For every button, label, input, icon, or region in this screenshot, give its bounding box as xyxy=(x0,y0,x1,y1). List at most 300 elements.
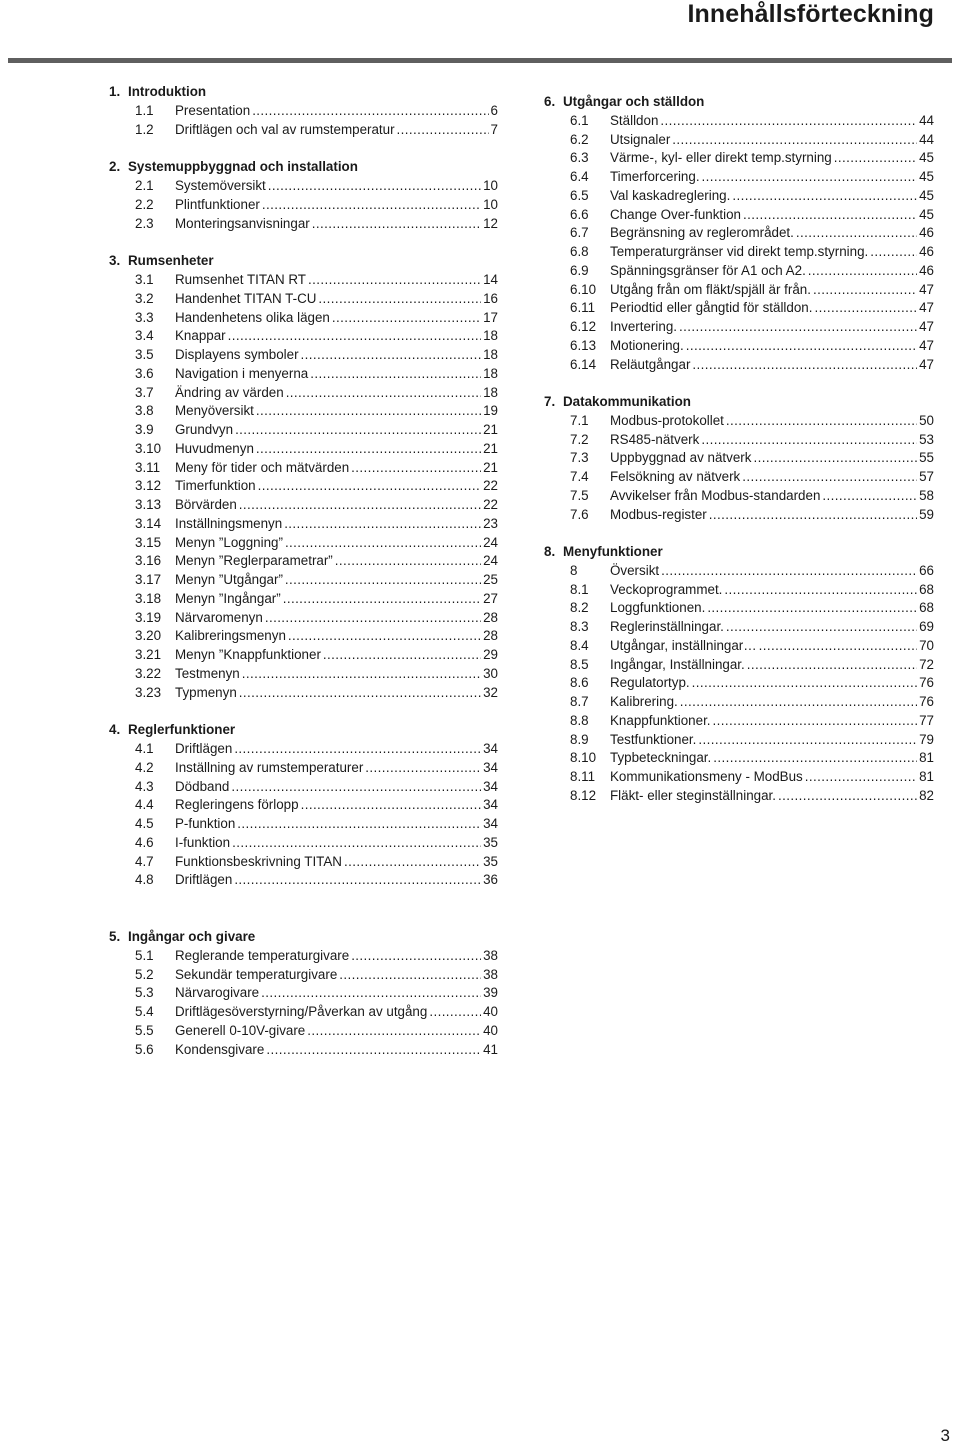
entry-title: Ingångar, Inställningar. xyxy=(610,656,745,672)
toc-entry[interactable] xyxy=(544,187,934,206)
dot-leader xyxy=(698,731,917,750)
entry-title: Veckoprogrammet. xyxy=(610,581,723,597)
entry-page: 45 xyxy=(919,187,934,203)
toc-entry[interactable] xyxy=(544,599,934,618)
dot-leader xyxy=(660,112,917,131)
entry-number: 8.7 xyxy=(570,694,589,709)
dot-leader xyxy=(778,787,917,806)
entry-title: Utgångar, inställningar… xyxy=(610,637,757,653)
toc-entry[interactable] xyxy=(109,609,498,628)
entry-title: Menyn ”Knappfunktioner xyxy=(175,647,321,662)
toc-entry[interactable] xyxy=(544,243,934,262)
toc-entry[interactable] xyxy=(544,224,934,243)
entry-title: Knappar xyxy=(175,328,226,344)
toc-entry[interactable] xyxy=(109,571,498,590)
toc-section xyxy=(109,721,498,890)
toc-entry[interactable] xyxy=(109,646,498,665)
dot-leader xyxy=(672,131,917,150)
section-heading[interactable] xyxy=(109,252,498,271)
entry-title: Menyn ”Ingångar” xyxy=(175,590,281,606)
entry-title: Handenhetens olika lägen xyxy=(175,309,330,325)
entry-number: 6.14 xyxy=(570,356,597,372)
section-title: Datakommunikation xyxy=(563,394,691,409)
toc-entry[interactable] xyxy=(544,731,934,750)
toc-entry[interactable] xyxy=(109,984,498,1003)
entry-number: 3.11 xyxy=(135,459,161,475)
entry-title: Menyn ”Utgångar” xyxy=(175,572,283,587)
entry-title: Typmenyn xyxy=(175,684,237,700)
toc-entry[interactable] xyxy=(544,112,934,131)
entry-number: 8.6 xyxy=(570,675,589,691)
section-heading[interactable] xyxy=(544,393,934,412)
dot-leader xyxy=(258,477,481,496)
toc-entry[interactable] xyxy=(109,496,498,515)
dot-leader xyxy=(692,356,917,375)
toc-entry[interactable] xyxy=(109,102,498,121)
entry-title: Utgång från om fläkt/spjäll är från. xyxy=(610,281,811,297)
dot-leader xyxy=(743,206,917,225)
entry-number: 3.5 xyxy=(135,347,154,362)
entry-title: Dödband xyxy=(175,778,230,794)
entry-title: Reläutgångar xyxy=(610,356,691,372)
toc-entry[interactable] xyxy=(109,627,498,646)
entry-title: Displayens symboler xyxy=(175,347,299,362)
toc-entry[interactable] xyxy=(544,787,934,806)
entry-number: 4.7 xyxy=(135,853,154,869)
entry-number: 8.9 xyxy=(570,731,589,747)
entry-number: 7.3 xyxy=(570,450,589,466)
section-heading[interactable] xyxy=(544,93,934,112)
entry-title: Felsökning av nätverk xyxy=(610,469,741,484)
entry-page: 23 xyxy=(483,515,498,531)
toc-entry[interactable] xyxy=(544,637,934,656)
toc-entry[interactable] xyxy=(109,947,498,966)
dot-leader xyxy=(680,693,917,712)
toc-entry[interactable] xyxy=(109,552,498,571)
entry-title: Funktionsbeskrivning TITAN xyxy=(175,853,342,869)
entry-number: 3.14 xyxy=(135,515,162,531)
dot-leader xyxy=(702,168,918,187)
dot-leader xyxy=(679,318,917,337)
toc-entry[interactable] xyxy=(544,506,934,525)
page-title: Innehållsförteckning xyxy=(687,0,934,28)
toc-entry[interactable] xyxy=(544,768,934,787)
entry-page: 22 xyxy=(483,497,498,512)
dot-leader xyxy=(285,534,481,553)
entry-number: 8.4 xyxy=(570,637,589,653)
entry-number: 8.1 xyxy=(570,581,589,597)
entry-title: Uppbyggnad av nätverk xyxy=(610,450,752,466)
entry-page: 34 xyxy=(483,797,498,813)
section-heading[interactable] xyxy=(109,928,498,947)
toc-entry[interactable] xyxy=(544,449,934,468)
entry-page: 72 xyxy=(919,656,934,672)
entry-title: Timerfunktion xyxy=(175,478,256,494)
toc-entry[interactable] xyxy=(544,337,934,356)
toc-entry[interactable] xyxy=(109,1003,498,1022)
entry-title: Change Over-funktion xyxy=(610,206,742,222)
entry-number: 4.2 xyxy=(135,759,154,775)
dot-leader xyxy=(286,384,481,403)
entry-page: 30 xyxy=(483,665,498,681)
toc-entry[interactable] xyxy=(109,121,498,140)
toc-entry[interactable] xyxy=(109,871,498,890)
entry-page: 29 xyxy=(483,647,498,662)
toc-entry[interactable] xyxy=(109,346,498,365)
toc-entry[interactable] xyxy=(109,534,498,553)
toc-entry[interactable] xyxy=(109,684,498,703)
dot-leader xyxy=(813,281,917,300)
toc-entry[interactable] xyxy=(544,468,934,487)
entry-page: 14 xyxy=(483,272,498,287)
entry-number: 6.2 xyxy=(570,131,589,147)
dot-leader xyxy=(814,299,917,318)
toc-entry[interactable] xyxy=(544,149,934,168)
entry-number: 4.4 xyxy=(135,797,154,813)
entry-page: 16 xyxy=(483,290,498,306)
dot-leader xyxy=(252,102,488,121)
entry-title: Menyn ”Loggning” xyxy=(175,534,283,550)
entry-title: Handenhet TITAN T-CU xyxy=(175,290,317,306)
entry-number: 8.12 xyxy=(570,787,597,803)
entry-number: 6.9 xyxy=(570,262,589,278)
toc-entry[interactable] xyxy=(109,402,498,421)
dot-leader xyxy=(365,759,481,778)
dot-leader xyxy=(265,609,481,628)
entry-page: 45 xyxy=(919,150,934,166)
entry-page: 17 xyxy=(483,309,498,325)
toc-entry[interactable] xyxy=(544,262,934,281)
entry-number: 3.19 xyxy=(135,609,162,625)
entry-page: 18 xyxy=(483,328,498,344)
toc-section xyxy=(109,158,498,233)
entry-page: 19 xyxy=(483,403,498,419)
dot-leader xyxy=(231,778,481,797)
entry-page: 76 xyxy=(919,694,934,709)
entry-title: Driftlägen xyxy=(175,872,233,888)
toc-entry[interactable] xyxy=(109,815,498,834)
toc-entry[interactable] xyxy=(544,412,934,431)
dot-leader xyxy=(339,966,481,985)
entry-title: Testfunktioner. xyxy=(610,731,697,747)
toc-entry[interactable] xyxy=(109,778,498,797)
section-title: Introduktion xyxy=(128,84,207,99)
entry-number: 3.6 xyxy=(135,365,154,381)
section-number: 5. xyxy=(109,929,121,944)
entry-title: Plintfunktioner xyxy=(175,196,260,212)
entry-title: Grundvyn xyxy=(175,422,234,437)
dot-leader xyxy=(796,224,917,243)
section-number: 6. xyxy=(544,94,556,109)
section-heading[interactable] xyxy=(544,543,934,562)
toc-entry[interactable] xyxy=(544,693,934,712)
toc-entry[interactable] xyxy=(544,562,934,581)
entry-title: Presentation xyxy=(175,102,251,118)
entry-page: 70 xyxy=(919,637,934,653)
entry-page: 12 xyxy=(483,215,498,231)
toc-entry[interactable] xyxy=(109,384,498,403)
toc-entry[interactable] xyxy=(544,487,934,506)
section-title: Reglerfunktioner xyxy=(128,722,236,738)
section-title: Systemuppbyggnad och installation xyxy=(128,159,358,175)
entry-title: Närvaromenyn xyxy=(175,609,263,625)
toc-entry[interactable] xyxy=(544,674,934,693)
entry-title: Modbus-register xyxy=(610,506,707,522)
entry-number: 8.8 xyxy=(570,712,589,728)
dot-leader xyxy=(232,834,481,853)
entry-title: Reglerande temperaturgivare xyxy=(175,947,350,963)
entry-page: 34 xyxy=(483,778,498,794)
toc-entry[interactable] xyxy=(109,966,498,985)
toc-section xyxy=(544,543,934,806)
toc-entry[interactable] xyxy=(544,168,934,187)
entry-number: 3.23 xyxy=(135,684,162,700)
entry-page: 81 xyxy=(919,750,934,766)
dot-leader xyxy=(732,187,917,206)
section-heading[interactable] xyxy=(109,721,498,740)
entry-title: Periodtid eller gångtid för ställdon. xyxy=(610,300,813,316)
entry-title: Motionering. xyxy=(610,337,684,353)
entry-page: 50 xyxy=(919,412,934,428)
toc-section xyxy=(544,393,934,524)
entry-page: 21 xyxy=(483,440,498,456)
entry-title: Menyöversikt xyxy=(175,403,254,419)
toc-section xyxy=(109,928,498,1059)
toc-entry[interactable] xyxy=(109,853,498,872)
toc-entry[interactable] xyxy=(109,665,498,684)
toc-entry[interactable] xyxy=(109,1022,498,1041)
dot-leader xyxy=(242,665,481,684)
entry-page: 58 xyxy=(919,487,934,503)
dot-leader xyxy=(822,487,917,506)
entry-number: 6.12 xyxy=(570,319,597,334)
toc-entry[interactable] xyxy=(109,215,498,234)
toc-entry[interactable] xyxy=(109,477,498,496)
toc-entry[interactable] xyxy=(544,131,934,150)
entry-title: Driftlägesöverstyrning/Påverkan av utgång xyxy=(175,1004,428,1019)
entry-page: 46 xyxy=(919,244,934,259)
entry-number: 3.1 xyxy=(135,272,154,287)
entry-number: 3.22 xyxy=(135,665,162,681)
entry-number: 4.5 xyxy=(135,816,154,831)
toc-entry[interactable] xyxy=(109,421,498,440)
entry-number: 6.11 xyxy=(570,300,596,316)
entry-title: Inställning av rumstemperaturer xyxy=(175,759,364,775)
toc-entry[interactable] xyxy=(109,271,498,290)
toc-entry[interactable] xyxy=(109,759,498,778)
entry-title: Översikt xyxy=(610,562,660,578)
entry-number: 7.5 xyxy=(570,487,589,503)
entry-page: 34 xyxy=(483,816,498,831)
entry-title: Modbus-protokollet xyxy=(610,412,724,428)
toc-entry[interactable] xyxy=(109,796,498,815)
section-heading[interactable] xyxy=(109,158,498,177)
entry-page: 34 xyxy=(483,759,498,775)
toc-entry[interactable] xyxy=(544,749,934,768)
entry-number: 7.1 xyxy=(570,412,589,428)
toc-entry[interactable] xyxy=(109,590,498,609)
entry-page: 35 xyxy=(483,853,498,869)
entry-page: 40 xyxy=(483,1022,498,1038)
dot-leader xyxy=(256,440,481,459)
entry-page: 47 xyxy=(919,319,934,334)
section-number: 3. xyxy=(109,253,121,269)
toc-entry[interactable] xyxy=(544,318,934,337)
entry-title: Generell 0-10V-givare xyxy=(175,1022,306,1038)
entry-page: 18 xyxy=(483,384,498,400)
entry-number: 5.2 xyxy=(135,966,154,982)
entry-number: 6.4 xyxy=(570,169,589,184)
toc-entry[interactable] xyxy=(109,309,498,328)
dot-leader xyxy=(285,571,481,590)
toc-entry[interactable] xyxy=(544,206,934,225)
dot-leader xyxy=(753,449,917,468)
entry-number: 3.7 xyxy=(135,384,154,400)
section-number: 8. xyxy=(544,544,556,559)
entry-title: Temperaturgränser vid direkt temp.styrning. xyxy=(610,244,869,259)
toc-entry[interactable] xyxy=(544,618,934,637)
entry-page: 24 xyxy=(483,553,498,569)
entry-number: 6.6 xyxy=(570,206,589,222)
dot-leader xyxy=(742,468,917,487)
entry-number: 6.8 xyxy=(570,244,589,259)
dot-leader xyxy=(234,740,481,759)
entry-title: Knappfunktioner. xyxy=(610,712,711,728)
toc-entry[interactable] xyxy=(109,177,498,196)
dot-leader xyxy=(301,346,482,365)
dot-leader xyxy=(344,853,481,872)
dot-leader xyxy=(713,712,918,731)
toc-section xyxy=(109,83,498,139)
entry-title: Invertering. xyxy=(610,319,677,334)
dot-leader xyxy=(235,421,481,440)
toc-entry[interactable] xyxy=(544,281,934,300)
entry-number: 4.8 xyxy=(135,872,154,888)
dot-leader xyxy=(351,947,481,966)
entry-title: P-funktion xyxy=(175,816,236,831)
dot-leader xyxy=(262,196,481,215)
toc-entry[interactable] xyxy=(544,712,934,731)
entry-number: 3.4 xyxy=(135,328,154,344)
dot-leader xyxy=(268,177,481,196)
toc-entry[interactable] xyxy=(544,431,934,450)
toc-entry[interactable] xyxy=(544,299,934,318)
toc-right-column xyxy=(544,93,934,806)
toc-entry[interactable] xyxy=(544,656,934,675)
entry-number: 6.3 xyxy=(570,150,589,166)
entry-title: Regleringens förlopp xyxy=(175,797,299,813)
toc-entry[interactable] xyxy=(109,1041,498,1060)
section-heading[interactable] xyxy=(109,83,498,102)
entry-page: 32 xyxy=(483,684,498,700)
entry-title: Loggfunktionen. xyxy=(610,600,706,616)
dot-leader xyxy=(707,599,917,618)
entry-title: Fläkt- eller steginställningar. xyxy=(610,787,776,803)
entry-title: Ställdon xyxy=(610,112,659,128)
entry-title: Navigation i menyerna xyxy=(175,365,309,381)
toc-section xyxy=(109,252,498,702)
entry-page: 68 xyxy=(919,600,934,616)
entry-title: Menyn ”Reglerparametrar” xyxy=(175,553,333,569)
entry-page: 47 xyxy=(919,337,934,353)
toc-entry[interactable] xyxy=(109,440,498,459)
entry-page: 45 xyxy=(919,169,934,184)
toc-entry[interactable] xyxy=(109,459,498,478)
dot-leader xyxy=(870,243,917,262)
header-rule xyxy=(8,58,952,63)
dot-leader xyxy=(692,674,917,693)
entry-title: Kalibreringsmenyn xyxy=(175,628,286,644)
dot-leader xyxy=(312,215,481,234)
toc-entry[interactable] xyxy=(109,834,498,853)
entry-title: Reglerinställningar. xyxy=(610,619,724,634)
entry-number: 4.1 xyxy=(135,741,154,756)
entry-number: 5.6 xyxy=(135,1041,154,1057)
section-gap xyxy=(544,524,934,543)
entry-page: 40 xyxy=(483,1004,498,1019)
dot-leader xyxy=(310,365,481,384)
entry-title: Ändring av värden xyxy=(175,384,284,400)
dot-leader xyxy=(288,627,481,646)
toc-entry[interactable] xyxy=(109,196,498,215)
section-title: Ingångar och givare xyxy=(128,929,256,944)
dot-leader xyxy=(256,402,481,421)
dot-leader xyxy=(301,796,482,815)
toc-entry[interactable] xyxy=(544,581,934,600)
dot-leader xyxy=(266,1041,481,1060)
entry-number: 3.18 xyxy=(135,590,162,606)
entry-number: 6.7 xyxy=(570,225,589,241)
entry-page: 46 xyxy=(919,225,934,241)
toc-entry[interactable] xyxy=(109,365,498,384)
entry-number: 8.5 xyxy=(570,656,589,672)
entry-page: 68 xyxy=(919,581,934,597)
entry-number: 3.8 xyxy=(135,403,154,419)
entry-number: 1.2 xyxy=(135,121,154,137)
entry-page: 55 xyxy=(919,450,934,466)
dot-leader xyxy=(351,459,481,478)
entry-page: 59 xyxy=(919,506,934,522)
entry-page: 77 xyxy=(919,712,934,728)
dot-leader xyxy=(239,496,481,515)
section-title: Utgångar och ställdon xyxy=(563,94,705,109)
entry-page: 45 xyxy=(919,206,934,222)
toc-entry[interactable] xyxy=(109,515,498,534)
entry-number: 3.21 xyxy=(135,647,162,662)
entry-title: Timerforcering. xyxy=(610,169,700,184)
entry-page: 47 xyxy=(919,300,934,316)
entry-title: RS485-nätverk xyxy=(610,431,700,447)
dot-leader xyxy=(332,309,481,328)
entry-number: 5.4 xyxy=(135,1004,154,1019)
toc-entry[interactable] xyxy=(109,290,498,309)
entry-title: Monteringsanvisningar xyxy=(175,215,310,231)
entry-page: 79 xyxy=(919,731,934,747)
entry-page: 27 xyxy=(483,590,498,606)
toc-entry[interactable] xyxy=(109,740,498,759)
dot-leader xyxy=(713,749,917,768)
entry-title: Rumsenhet TITAN RT xyxy=(175,272,306,287)
dot-leader xyxy=(834,149,917,168)
entry-title: Avvikelser från Modbus-standarden xyxy=(610,487,821,503)
toc-left-column xyxy=(109,83,498,1059)
toc-entry[interactable] xyxy=(109,327,498,346)
entry-title: Testmenyn xyxy=(175,665,240,681)
entry-number: 3.10 xyxy=(135,440,162,456)
section-number: 7. xyxy=(544,394,556,409)
toc-entry[interactable] xyxy=(544,356,934,375)
dot-leader xyxy=(805,768,917,787)
